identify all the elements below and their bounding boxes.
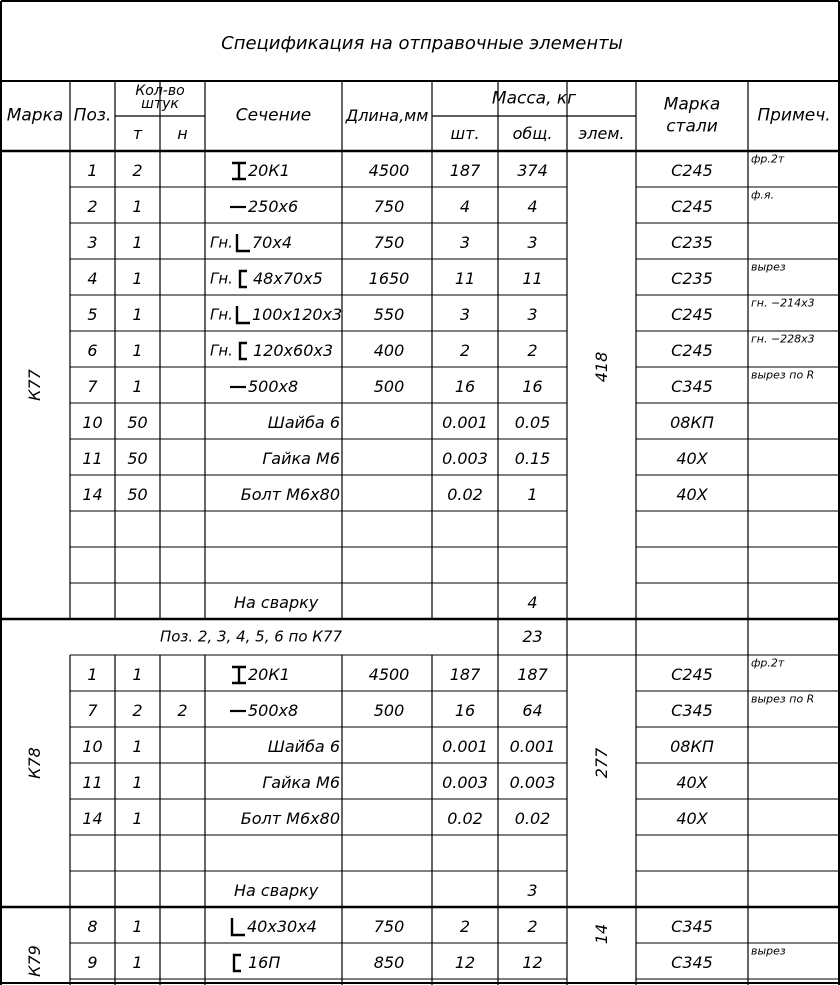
cell-qty-t: 1 [132, 665, 143, 684]
cell-steel: С235 [671, 269, 713, 288]
cell-section: 20К1 [248, 161, 290, 180]
cell-qty-t: 1 [132, 917, 143, 936]
cell-mass-unit: 3 [459, 233, 471, 252]
channel-icon [235, 341, 251, 361]
header-steel-line2: стали [666, 116, 718, 137]
cell-note: фр.2т [751, 656, 785, 670]
cell-length: 500 [373, 701, 405, 720]
header-qty-t: т [132, 124, 143, 143]
cell-qty-t: 1 [132, 773, 143, 792]
cell-length: 400 [373, 341, 405, 360]
cell-note: вырез по R [751, 692, 815, 706]
cell-length: 4500 [368, 665, 410, 684]
angle-icon [234, 233, 250, 253]
cell-mass-total: 11 [522, 269, 543, 288]
cell-mass-total: 2 [527, 341, 538, 360]
cell-length: 4500 [368, 161, 410, 180]
sheet-title: Спецификация на отправочные элементы [221, 33, 623, 54]
cell-section: Шайба 6 [267, 413, 340, 432]
group-element-mass: 418 [591, 351, 611, 383]
cell-mass-unit: 2 [459, 917, 471, 936]
header-mass-element: элем. [578, 124, 625, 143]
cell-section: 16П [248, 953, 281, 972]
plate-icon [230, 701, 246, 721]
cell-mass-total: 12 [522, 953, 543, 972]
cell-note: гн. −228х3 [751, 332, 815, 346]
cell-section: 48х70х5 [253, 269, 323, 288]
cell-position: 11 [82, 449, 103, 468]
plate-icon [230, 197, 246, 217]
cell-mass-total: 4 [527, 593, 538, 612]
cell-length: 550 [373, 305, 405, 324]
cell-steel: С235 [671, 233, 713, 252]
cell-note: фр.2т [751, 152, 785, 166]
cell-section: 120х60х3 [253, 341, 334, 360]
group-element-mass: 277 [591, 747, 611, 779]
cell-mass-total: 2 [527, 917, 538, 936]
cell-position: 7 [87, 377, 98, 396]
cell-qty-t: 2 [132, 161, 143, 180]
i-beam-icon [231, 665, 247, 685]
cell-qty-t: 1 [132, 305, 143, 324]
reference-row-mass: 23 [522, 627, 543, 646]
cell-section: 40х30х4 [247, 917, 317, 936]
header-qty-line1: Кол-во [135, 83, 185, 99]
cell-steel: С345 [671, 701, 713, 720]
header-qty-n: н [177, 124, 188, 143]
cell-position: 4 [87, 269, 98, 288]
cell-mass-total: 1 [527, 485, 538, 504]
cell-position: 8 [87, 917, 98, 936]
group-mark: К77 [25, 369, 44, 401]
cell-mass-unit: 2 [459, 341, 471, 360]
header-poz: Поз. [73, 105, 112, 126]
cell-steel: 08КП [670, 413, 714, 432]
cell-qty-t: 1 [132, 809, 143, 828]
header-mass-total: общ. [512, 124, 553, 143]
cell-steel: С345 [671, 917, 713, 936]
cell-qty-n: 2 [177, 701, 188, 720]
cell-steel: С245 [671, 161, 713, 180]
group-mark: К79 [25, 945, 44, 977]
cell-mass-total: 0.02 [514, 809, 551, 828]
cell-section-prefix: Гн. [210, 269, 233, 288]
header-section: Сечение [235, 105, 312, 126]
cell-section: 70х4 [252, 233, 293, 252]
cell-position: 10 [82, 737, 103, 756]
cell-mass-total: 3 [527, 305, 538, 324]
i-beam-icon [231, 161, 247, 181]
cell-position: 5 [87, 305, 98, 324]
cell-mass-unit: 4 [459, 197, 471, 216]
cell-position: 14 [82, 809, 103, 828]
cell-section: Болт М6х80 [240, 485, 340, 504]
cell-position: 3 [87, 233, 98, 252]
cell-note: вырез по R [751, 368, 815, 382]
header-qty-line2: штук [141, 96, 179, 112]
header-marka: Марка [6, 105, 64, 126]
cell-weld-label: На сварку [234, 593, 319, 612]
cell-section: 500х8 [248, 701, 299, 720]
cell-length: 750 [373, 233, 405, 252]
cell-position: 2 [87, 197, 98, 216]
cell-mass-unit: 3 [459, 305, 471, 324]
cell-position: 14 [82, 485, 103, 504]
cell-steel: 40Х [676, 485, 708, 504]
cell-steel: С245 [671, 665, 713, 684]
cell-mass-unit: 0.001 [442, 413, 488, 432]
group-element-mass: 14 [591, 923, 611, 945]
cell-length: 750 [373, 197, 405, 216]
cell-mass-unit: 16 [454, 377, 476, 396]
cell-qty-t: 1 [132, 197, 143, 216]
angle-icon [229, 917, 245, 937]
cell-mass-total: 0.15 [514, 449, 551, 468]
plate-icon [230, 377, 246, 397]
cell-steel: С245 [671, 197, 713, 216]
cell-steel: С245 [671, 305, 713, 324]
cell-section-prefix: Гн. [210, 341, 233, 360]
angle-icon [234, 305, 250, 325]
cell-section-prefix: Гн. [210, 233, 233, 252]
cell-mass-unit: 0.001 [442, 737, 488, 756]
cell-length: 1650 [368, 269, 410, 288]
cell-steel: 40Х [676, 449, 708, 468]
cell-section: Гайка М6 [262, 773, 340, 792]
cell-length: 750 [373, 917, 405, 936]
cell-note: вырез [751, 944, 786, 958]
cell-qty-t: 1 [132, 737, 143, 756]
cell-mass-total: 187 [517, 665, 548, 684]
cell-mass-total: 3 [527, 881, 538, 900]
cell-weld-label: На сварку [234, 881, 319, 900]
cell-steel: 40Х [676, 809, 708, 828]
cell-qty-t: 1 [132, 269, 143, 288]
cell-position: 10 [82, 413, 103, 432]
cell-note: гн. −214х3 [751, 296, 815, 310]
cell-mass-unit: 12 [454, 953, 476, 972]
cell-section: 250х6 [248, 197, 299, 216]
cell-mass-total: 64 [522, 701, 543, 720]
cell-position: 7 [87, 701, 98, 720]
cell-qty-t: 1 [132, 377, 143, 396]
cell-steel: С345 [671, 953, 713, 972]
cell-length: 850 [373, 953, 405, 972]
cell-steel: С245 [671, 341, 713, 360]
cell-qty-t: 1 [132, 233, 143, 252]
cell-section: Шайба 6 [267, 737, 340, 756]
cell-position: 6 [87, 341, 98, 360]
cell-mass-total: 0.05 [514, 413, 551, 432]
cell-steel: 40Х [676, 773, 708, 792]
cell-mass-total: 4 [527, 197, 538, 216]
cell-note: вырез [751, 260, 786, 274]
cell-mass-total: 374 [517, 161, 548, 180]
cell-steel: 08КП [670, 737, 714, 756]
channel-icon [235, 269, 251, 289]
header-mass-unit: шт. [450, 124, 480, 143]
cell-mass-unit: 16 [454, 701, 476, 720]
cell-mass-unit: 187 [449, 665, 481, 684]
cell-mass-unit: 11 [454, 269, 476, 288]
cell-mass-unit: 187 [449, 161, 481, 180]
header-steel-line1: Марка [663, 94, 721, 115]
cell-qty-t: 50 [127, 413, 148, 432]
cell-position: 1 [87, 665, 98, 684]
cell-mass-unit: 0.02 [447, 485, 483, 504]
group-mark: К78 [25, 747, 44, 779]
cell-mass-unit: 0.02 [447, 809, 483, 828]
header-note: Примеч. [757, 105, 831, 126]
header-length: Длина,мм [345, 106, 429, 125]
cell-mass-total: 0.001 [509, 737, 556, 756]
cell-section: 20К1 [248, 665, 290, 684]
cell-qty-t: 50 [127, 485, 148, 504]
cell-mass-total: 3 [527, 233, 538, 252]
channel-icon [229, 953, 245, 973]
cell-mass-unit: 0.003 [442, 773, 488, 792]
cell-qty-t: 1 [132, 341, 143, 360]
cell-mass-unit: 0.003 [442, 449, 488, 468]
reference-row-text: Поз. 2, 3, 4, 5, 6 по К77 [159, 627, 343, 646]
cell-section: 500х8 [248, 377, 299, 396]
header-mass: Масса, кг [491, 88, 577, 109]
cell-position: 1 [87, 161, 98, 180]
cell-section: Болт М6х80 [240, 809, 340, 828]
cell-position: 9 [87, 953, 98, 972]
cell-note: ф.я. [751, 188, 775, 202]
cell-mass-total: 16 [522, 377, 543, 396]
cell-section: Гайка М6 [262, 449, 340, 468]
cell-qty-t: 50 [127, 449, 148, 468]
cell-section: 100х120х3 [252, 305, 343, 324]
cell-length: 500 [373, 377, 405, 396]
cell-mass-total: 0.003 [509, 773, 556, 792]
cell-position: 11 [82, 773, 103, 792]
cell-qty-t: 1 [132, 953, 143, 972]
cell-steel: С345 [671, 377, 713, 396]
cell-qty-t: 2 [132, 701, 143, 720]
cell-section-prefix: Гн. [210, 305, 233, 324]
